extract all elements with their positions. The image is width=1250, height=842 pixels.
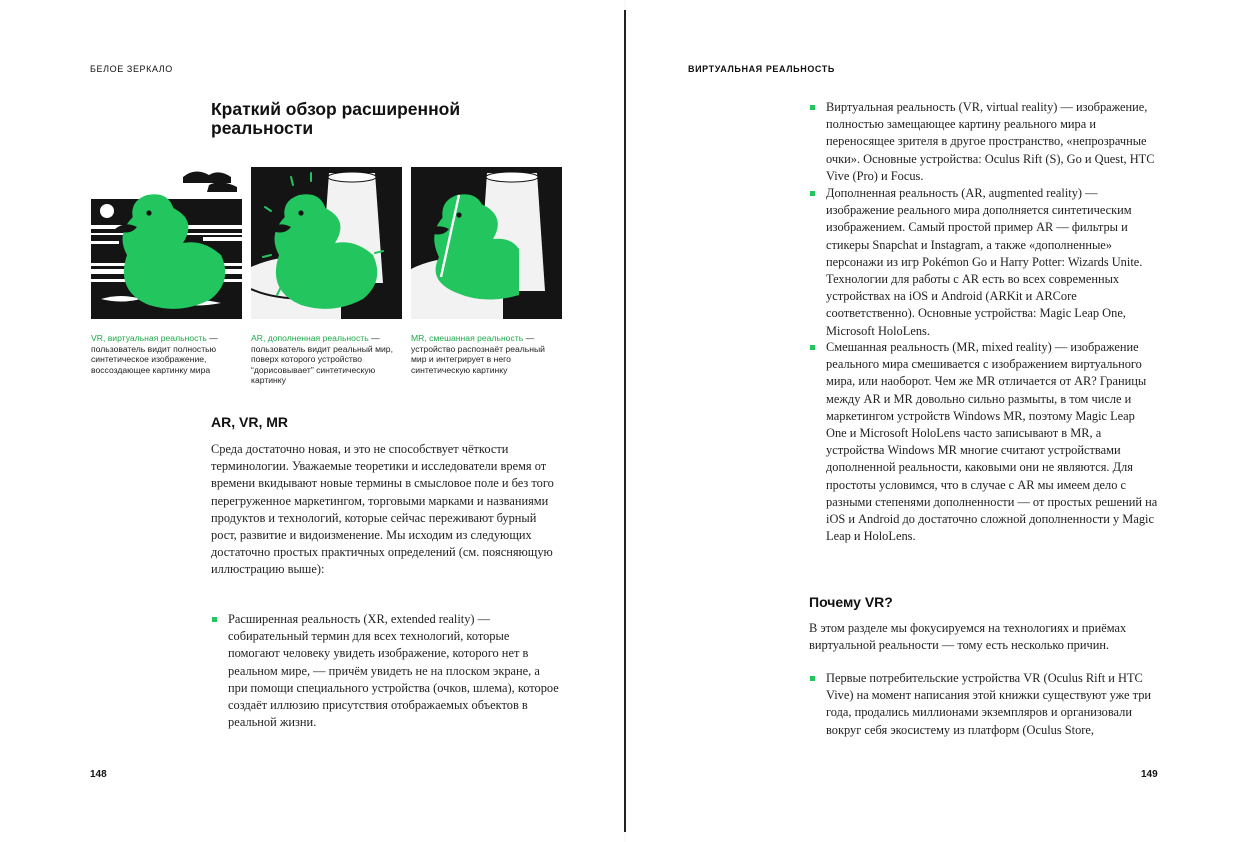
running-head-right: ВИРТУАЛЬНАЯ РЕАЛЬНОСТЬ	[688, 64, 835, 74]
caption-text: — пользователь видит реальный мир, поверх которого устройство “дорисовывает” синтетическую картинку	[251, 333, 393, 386]
intro-paragraph: Среда достаточно новая, и это не способствует чёткости терминологии. Уважаемые теоретики и исследователи время от времени вкидывают новые термины в смысловое поле и без того перегруженное маркетингом, торговыми марками и названиями продуктов и технологий, которые сейчас переживают бурный рост, развитие и видоизменение. Мы исходим из следующих достаточно простых практичных определений (см. поясняющую иллюстрацию выше):	[211, 442, 554, 577]
figure-caption-vr	[91, 333, 241, 375]
section-title: Краткий обзор расширенной реальности	[211, 99, 461, 138]
bullet-first-devices: Первые потребительские устройства VR (Oculus Rift и HTC Vive) на момент написания этой книжки существуют уже три года, продались миллионами экземпляров и организовали вокруг себя экосистему из платформ (Oculus Store,	[809, 670, 1158, 739]
ar-illustration	[251, 167, 402, 319]
caption-term: VR, виртуальная реальность	[91, 333, 207, 343]
subheading-ar-vr-mr: AR, VR, MR	[211, 414, 288, 430]
caption-term: MR, смешанная реальность	[411, 333, 524, 343]
bullet-mr: Смешанная реальность (MR, mixed reality) — изображение реального мира смешивается с изображением виртуального мира, или наоборот. Чем же MR отличается от AR? Границы между AR и MR довольно сильно размыты, в том числе и маркетингом устройств Windows MR, поэтому Magic Leap One и Microsoft HoloLens часто записывают в MR, а устройства Windows MR многие считают устройствами дополненной реальности, каковыми они не являются. Для простоты условимся, что в случае с AR мы имеем дело с разными степенями дополненности — от простых решений на iOS и Android до достаточно сложной дополненности у Magic Leap и HoloLens.	[809, 339, 1158, 545]
caption-term: AR, дополненная реальность	[251, 333, 369, 343]
vr-illustration	[91, 167, 242, 319]
figure-caption-ar	[251, 333, 401, 386]
left-page	[0, 0, 624, 842]
right-page	[626, 0, 1250, 842]
bullet-vr: Виртуальная реальность (VR, virtual reality) — изображение, полностью замещающее картину реального мира и переносящее зрителя в другое пространство, «непрозрачные очки». Основные устройства: Oculus Rift (S), Go и Quest, HTC Vive (Pro) и Focus.	[809, 99, 1158, 185]
figure-caption-mr	[411, 333, 561, 375]
page-number-right: 149	[1141, 769, 1158, 780]
mr-duck-icon	[411, 167, 562, 319]
running-head-left: БЕЛОЕ ЗЕРКАЛО	[90, 64, 173, 74]
ar-duck-icon	[251, 167, 402, 319]
why-paragraph: В этом разделе мы фокусируемся на технологиях и приёмах виртуальной реальности — тому есть несколько причин.	[809, 621, 1127, 653]
bullet-ar: Дополненная реальность (AR, augmented reality) — изображение реального мира дополняется синтетическим изображением. Самый простой пример AR — фильтры и стикеры Snapchat и Instagram, а также «дополненные» персонажи из игр Pokémon Go и Harry Potter: Wizards Unite. Технологии для работы с AR есть во всех современных устройствах на iOS и Android (ARKit и ARCore соответственно). Основные устройства: Magic Leap One, Microsoft HoloLens.	[809, 185, 1158, 340]
caption-text: — пользователь видит полностью синтетическое изображение, воссоздающее картинку мира	[91, 333, 218, 375]
bullet-xr: Расширенная реальность (XR, extended reality) — собирательный термин для всех технологий, которые помогают человеку увидеть изображение, которого нет в реальном мире, — причём увидеть не на плоском экране, а при помощи специального устройства (очков, шлема), которое создаёт иллюзию присутствия отображаемых объектов в реальной жизни.	[211, 611, 559, 731]
caption-text: — устройство распознаёт реальный мир и интегрирует в него синтетическую картинку	[411, 333, 545, 375]
subheading-why-vr: Почему VR?	[809, 594, 893, 610]
page-number-left: 148	[90, 769, 107, 780]
vr-duck-icon	[91, 167, 242, 319]
mr-illustration	[411, 167, 562, 319]
